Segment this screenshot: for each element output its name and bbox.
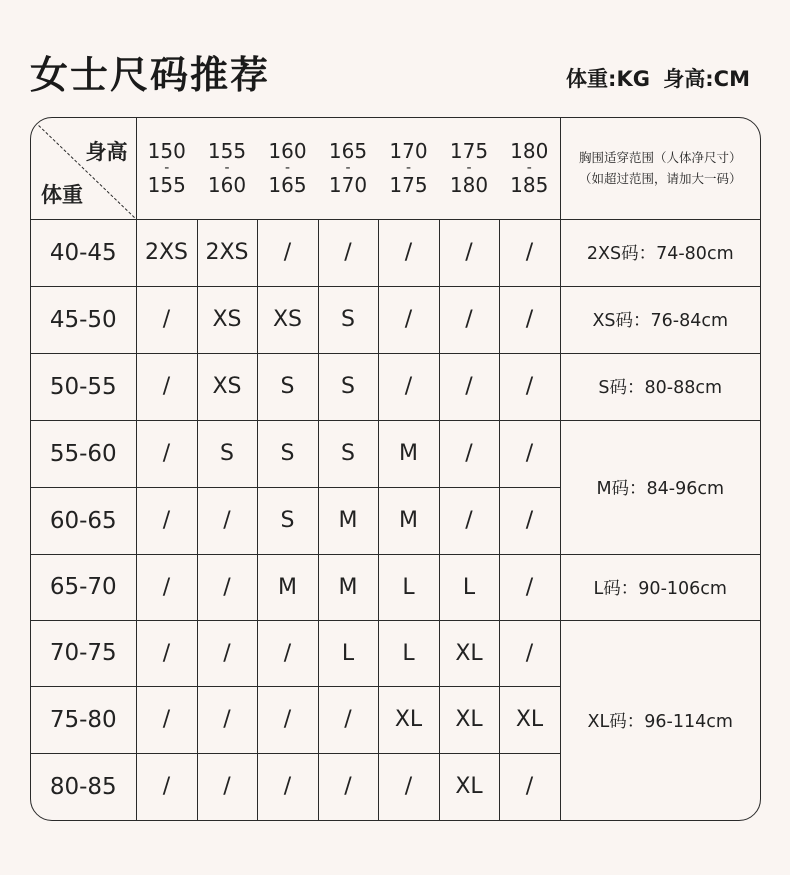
size-cell: M [378,420,439,487]
table-row [31,620,760,686]
table-row [31,554,760,620]
height-col-header: 170 - 175 [378,118,439,219]
weight-range-cell: 55-60 [31,420,136,487]
size-cell: L [378,620,439,686]
height-axis-label: 身高 [85,140,128,164]
size-cell: L [378,554,439,620]
size-cell: 2XS [197,219,257,286]
weight-unit: 体重:KG [566,67,650,91]
height-col-header: 160 - 165 [257,118,318,219]
weight-range-cell: 70-75 [31,620,136,686]
chest-range-cell: XL码：96-114cm [560,620,760,820]
size-cell: / [499,420,560,487]
size-cell: / [136,686,197,753]
weight-range-cell: 75-80 [31,686,136,753]
size-cell: / [318,686,378,753]
size-cell: / [197,686,257,753]
size-cell: XS [197,286,257,353]
size-cell: S [318,420,378,487]
height-col-header: 155 - 160 [197,118,257,219]
size-cell: / [197,753,257,820]
height-col-header: 175 - 180 [439,118,499,219]
size-cell: / [136,420,197,487]
chest-range-cell: M码：84-96cm [560,420,760,554]
size-cell: / [499,487,560,554]
size-cell: XS [197,353,257,420]
size-cell: / [318,219,378,286]
size-cell: / [197,554,257,620]
size-cell: / [197,487,257,554]
height-unit: 身高:CM [663,67,750,91]
weight-range-cell: 65-70 [31,554,136,620]
size-cell: / [136,753,197,820]
table-row [31,420,760,487]
size-cell: / [439,286,499,353]
size-cell: / [378,219,439,286]
size-cell: / [378,286,439,353]
chest-range-cell: 2XS码：74-80cm [560,219,760,286]
size-cell: S [257,487,318,554]
size-cell: L [318,620,378,686]
size-cell: / [136,554,197,620]
size-cell: / [136,620,197,686]
size-cell: S [318,353,378,420]
weight-range-cell: 40-45 [31,219,136,286]
size-cell: / [136,286,197,353]
size-cell: / [499,219,560,286]
size-cell: / [499,620,560,686]
chest-range-header: 胸围适穿范围（人体净尺寸） （如超过范围，请加大一码） [560,118,760,219]
size-cell: / [257,686,318,753]
size-cell: / [257,620,318,686]
size-cell: M [318,487,378,554]
size-cell: M [257,554,318,620]
height-col-header: 165 - 170 [318,118,378,219]
size-cell: XS [257,286,318,353]
size-cell: / [378,353,439,420]
size-cell: / [378,753,439,820]
size-cell: S [257,353,318,420]
size-cell: / [318,753,378,820]
table-row [31,286,760,353]
weight-range-cell: 50-55 [31,353,136,420]
table-row [31,353,760,420]
corner-cell [31,118,136,219]
size-cell: XL [499,686,560,753]
size-cell: / [439,487,499,554]
size-cell: L [439,554,499,620]
size-cell: / [439,420,499,487]
size-cell: / [499,753,560,820]
header-row [31,118,760,219]
size-cell: M [318,554,378,620]
size-cell: / [439,353,499,420]
size-cell: / [499,554,560,620]
size-cell: S [318,286,378,353]
weight-range-cell: 45-50 [31,286,136,353]
size-cell: / [136,353,197,420]
size-cell: / [197,620,257,686]
size-cell: / [257,753,318,820]
size-cell: S [197,420,257,487]
height-col-header: 150 - 155 [136,118,197,219]
size-cell: / [257,219,318,286]
table-row [31,219,760,286]
size-cell: XL [439,686,499,753]
size-cell: S [257,420,318,487]
size-cell: XL [439,620,499,686]
chest-range-cell: S码：80-88cm [560,353,760,420]
size-cell: / [136,487,197,554]
chest-range-cell: XS码：76-84cm [560,286,760,353]
size-cell: XL [439,753,499,820]
size-cell: 2XS [136,219,197,286]
page-title: 女士尺码推荐 [30,53,271,97]
weight-axis-label: 体重 [41,182,83,207]
size-table [30,117,761,821]
chest-range-cell: L码：90-106cm [560,554,760,620]
size-cell: / [499,286,560,353]
weight-range-cell: 80-85 [31,753,136,820]
height-col-header: 180 - 185 [499,118,560,219]
size-cell: / [499,353,560,420]
weight-range-cell: 60-65 [31,487,136,554]
size-cell: M [378,487,439,554]
size-cell: / [439,219,499,286]
size-cell: XL [378,686,439,753]
units-note [560,63,750,93]
